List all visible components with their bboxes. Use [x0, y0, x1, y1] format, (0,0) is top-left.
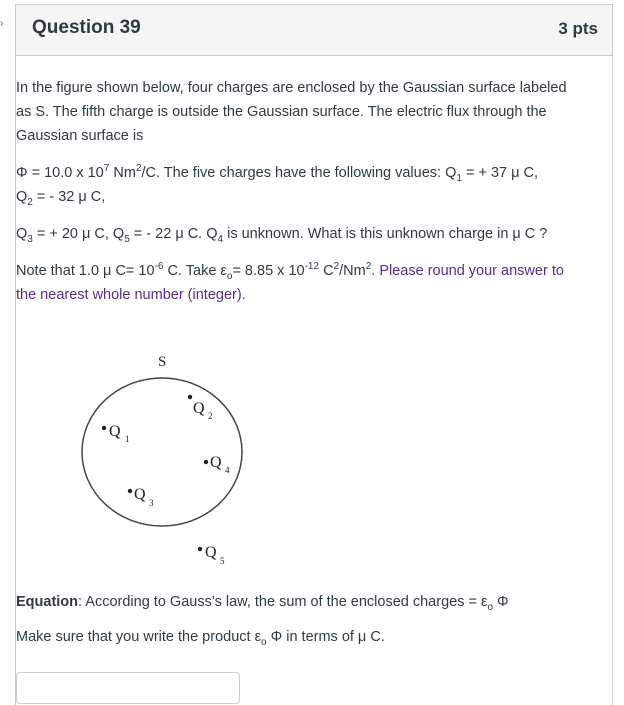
svg-text:Q: Q	[205, 544, 217, 561]
svg-text:Q: Q	[210, 454, 222, 471]
charge-q3	[128, 486, 154, 508]
charge-q4	[204, 454, 230, 475]
charge-q5	[198, 544, 225, 566]
svg-text:2: 2	[208, 411, 213, 421]
charge-q2	[188, 395, 213, 421]
gaussian-surface	[82, 378, 242, 526]
svg-text:3: 3	[149, 498, 154, 508]
svg-text:5: 5	[220, 556, 225, 566]
equation-paragraph: Equation: According to Gauss's law, the sum of the enclosed charges = $\varepsilon_o$ Φ	[16, 594, 509, 613]
intro-paragraph: In the figure shown below, four charges are enclosed by the Gaussian surface labeled as S. The fifth charge is outside the Gaussian surface. The electric flux through the Gaussian surface is	[16, 80, 567, 144]
svg-text:1: 1	[125, 434, 130, 444]
charges-paragraph: $Q_3$ = + 20 μ C, $Q_5$ = - 22 μ C. $Q_4$ is unknown. What is this unknown charge in μ C ?	[16, 226, 548, 245]
collapse-marker: ›	[0, 18, 4, 29]
round-instruction: Please round your answer to the nearest whole number (integer).	[16, 263, 564, 303]
make-sure-paragraph: Make sure that you write the product $\varepsilon_o$ Φ in terms of μ C.	[16, 629, 385, 648]
gaussian-surface-figure	[64, 346, 284, 576]
flux-paragraph: Φ = 10.0 x $10^7$ Nm$^2$/C. The five charges have the following values: $Q_1$ = + 37 μ C, $Q_2$ = - 32 μ C,	[16, 163, 538, 208]
charge-q1	[102, 423, 130, 444]
question-title: Question 39	[32, 17, 141, 38]
svg-text:Q: Q	[134, 486, 146, 503]
equation-section	[16, 590, 576, 662]
answer-input[interactable]	[16, 672, 240, 704]
surface-label: S	[158, 354, 167, 370]
svg-text:Q: Q	[193, 400, 205, 417]
note-paragraph: Note that 1.0 μ $C= 10^{-6}$ C. Take $\varepsilon_o= 8.85$ x $10^{-12}$ $C^2/Nm^2$. Please round your answer to the nearest whole number (integer).	[16, 261, 564, 303]
svg-text:4: 4	[225, 465, 230, 475]
svg-text:Q: Q	[109, 423, 121, 440]
question-points: 3 pts	[558, 19, 598, 38]
question-header	[16, 5, 612, 56]
question-body	[16, 76, 576, 320]
